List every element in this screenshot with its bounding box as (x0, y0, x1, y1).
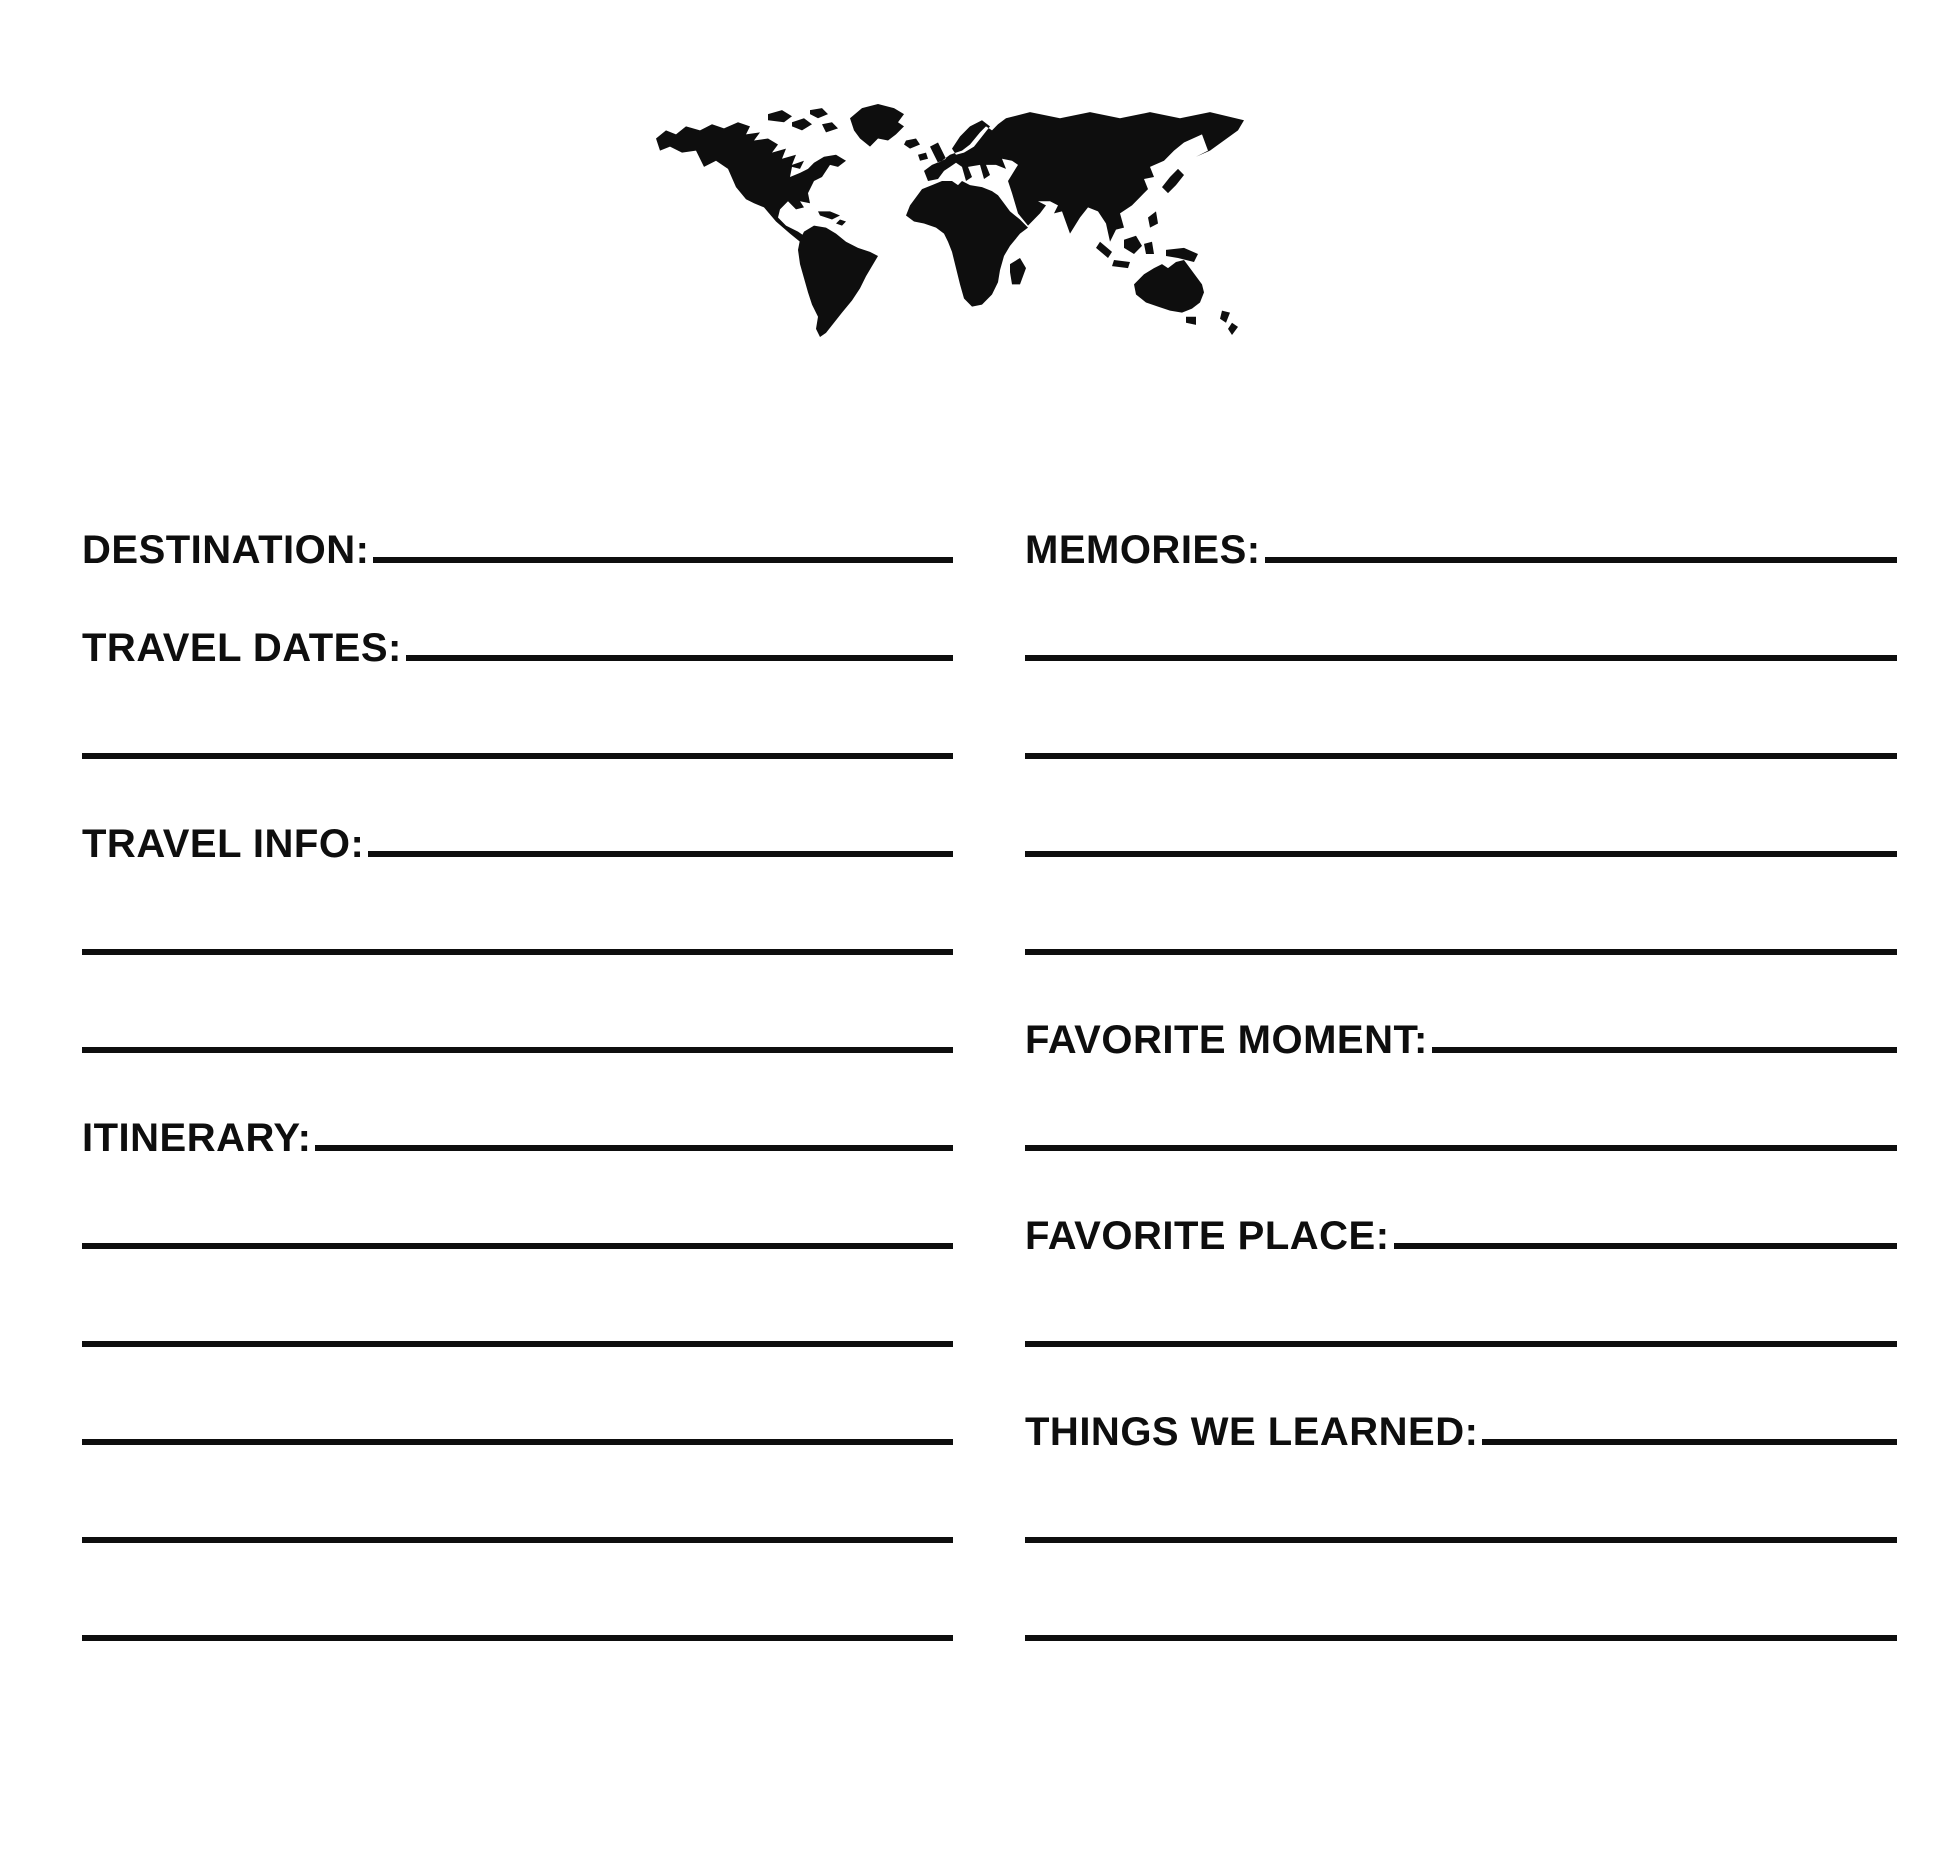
write-in-line-row (1025, 1053, 1897, 1151)
field-itinerary (82, 1053, 953, 1160)
field-favorite-moment (1025, 955, 1897, 1062)
write-in-line (1025, 1635, 1897, 1641)
field-favorite-place (1025, 1151, 1897, 1258)
write-in-line-row (82, 1445, 953, 1543)
write-in-line-row (1025, 661, 1897, 759)
write-in-line-row (82, 1543, 953, 1641)
field-travel-info (82, 759, 953, 866)
world-map-silhouette-path (656, 104, 1244, 337)
write-in-line-row (82, 857, 953, 955)
field-label-memories: MEMORIES: (1025, 528, 1261, 572)
write-in-line-row (82, 955, 953, 1053)
field-label-favorite-place: FAVORITE PLACE: (1025, 1214, 1390, 1258)
world-map-icon (650, 100, 1250, 338)
field-label-favorite-moment: FAVORITE MOMENT: (1025, 1018, 1428, 1062)
field-destination (82, 465, 953, 572)
write-in-line-row (82, 1249, 953, 1347)
write-in-line-row (82, 1151, 953, 1249)
field-label-things-we-learned: THINGS WE LEARNED: (1025, 1410, 1479, 1454)
write-in-line-row (82, 661, 953, 759)
field-label-itinerary: ITINERARY: (82, 1116, 312, 1160)
write-in-line-row (1025, 857, 1897, 955)
left-fields-column (82, 465, 953, 1641)
right-fields-column (1025, 465, 1897, 1641)
write-in-line-row (1025, 1445, 1897, 1543)
field-label-travel-info: TRAVEL INFO: (82, 822, 365, 866)
field-memories (1025, 465, 1897, 572)
field-label-destination: DESTINATION: (82, 528, 370, 572)
field-travel-dates (82, 563, 953, 670)
field-label-travel-dates: TRAVEL DATES: (82, 626, 402, 670)
write-in-line-row (1025, 563, 1897, 661)
write-in-line-row (1025, 759, 1897, 857)
write-in-line-row (82, 1347, 953, 1445)
write-in-line-row (1025, 1249, 1897, 1347)
write-in-line-row (1025, 1543, 1897, 1641)
field-things-we-learned (1025, 1347, 1897, 1454)
write-in-line (82, 1635, 953, 1641)
